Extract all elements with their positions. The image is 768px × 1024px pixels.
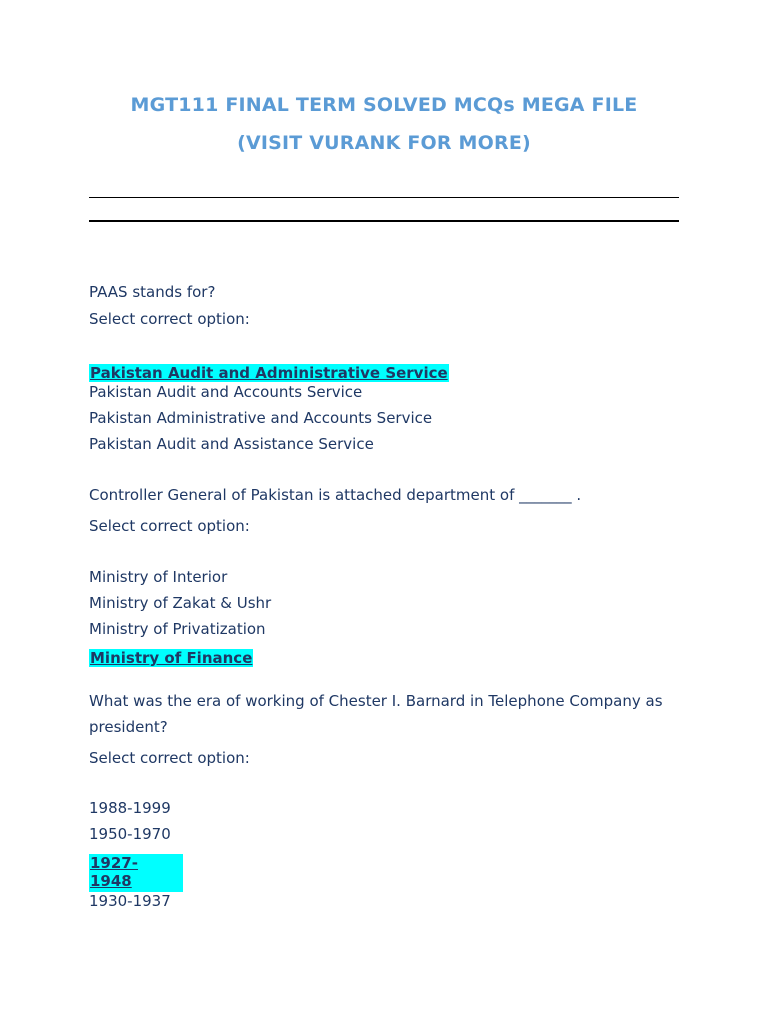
select-prompt: Select correct option: [89,749,250,767]
divider-thick [89,220,679,222]
option: Pakistan Administrative and Accounts Service [89,409,433,427]
select-prompt: Select correct option: [89,310,250,328]
option: 1950-1970 [89,825,171,843]
divider-thin [89,197,679,198]
option: Ministry of Interior [89,568,228,586]
option: 1988-1999 [89,799,171,817]
option: Pakistan Audit and Accounts Service [89,383,363,401]
option-correct [89,363,449,383]
select-prompt: Select correct option: [89,517,250,535]
highlighted-answer: Ministry of Finance [90,649,253,667]
question-text: Controller General of Pakistan is attached department of _______ . [89,486,582,504]
option: Pakistan Audit and Assistance Service [89,435,374,453]
option-correct [89,854,183,892]
option: Ministry of Privatization [89,620,266,638]
highlighted-answer: Pakistan Audit and Administrative Service [90,364,448,382]
title-line-2: (VISIT VURANK FOR MORE) [237,132,531,154]
highlighted-answer-part-2: 1948 [90,872,132,890]
title-line-1: MGT111 FINAL TERM SOLVED MCQs MEGA FILE [130,94,638,116]
option: 1930-1937 [89,892,171,910]
option-correct [89,648,253,668]
highlighted-answer-part-1: 1927- [90,854,138,872]
option: Ministry of Zakat & Ushr [89,594,272,612]
question-text: PAAS stands for? [89,283,216,301]
question-text: What was the era of working of Chester I. Barnard in Telephone Company as president? [89,692,663,736]
